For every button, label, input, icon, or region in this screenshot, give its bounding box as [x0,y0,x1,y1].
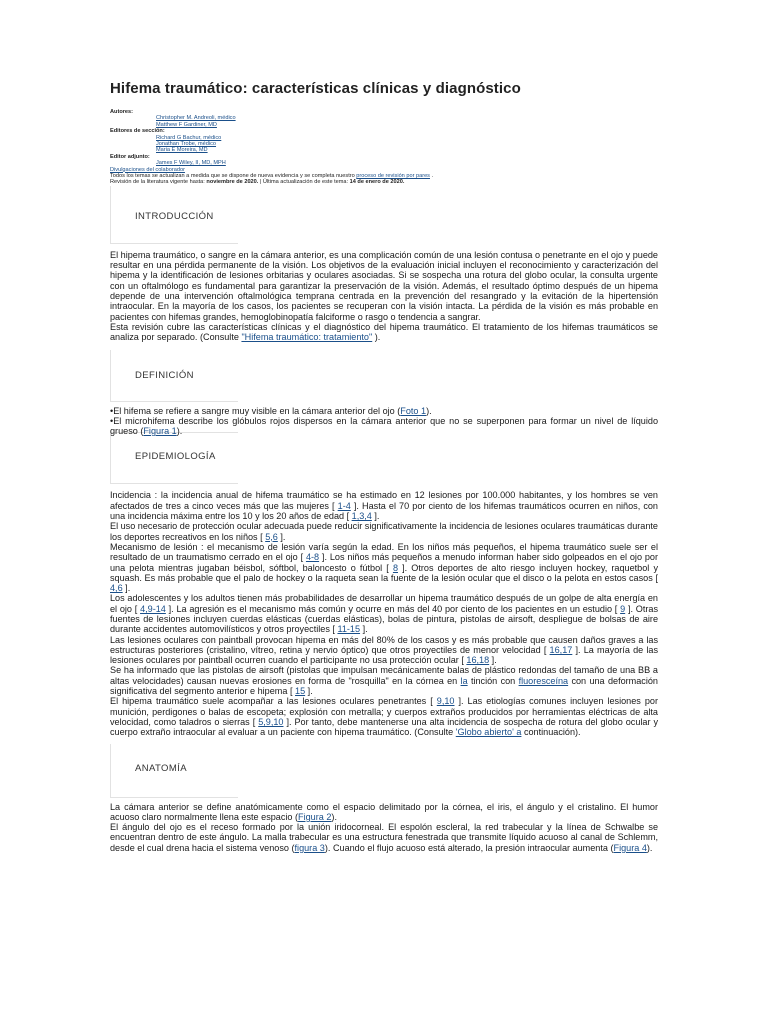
deputy-editor-link[interactable]: James F Wiley, II, MD, MPH [156,160,226,167]
ref-link[interactable]: 4-8 [305,552,320,563]
review-text: Revisión de la literatura vigente hasta: [110,179,207,186]
bullet-end: ). [426,405,432,416]
treatment-link[interactable]: "Hifema traumático: tratamiento" [241,332,373,343]
ref-link[interactable]: 16,18 [466,655,490,666]
section-heading-box [110,744,238,798]
ref-link[interactable]: 4,6 [110,583,123,594]
ref-link[interactable]: 11-15 [337,624,361,635]
peer-review-link[interactable]: proceso de revisión por pares [356,173,430,180]
intro-text-end: ). [372,332,381,343]
epi-paragraph: El hipema traumático suele acompañar a las lesiones oculares penetrantes [ 9,10 ]. Las etiologías comunes incluyen lesiones por munición, perdigones o balas de escopeta; explosión con metralla; y cuerpos extraños producidos por herramientas eléctricas de alta velocidad, como taladros o sierras [ 5,9,10 ]. Por tanto, debe mantenerse una alta incidencia de sospecha de rotura del globo ocular y cuerpo extraño intraocular al evaluar a un paciente con hipema traumático. (Consulte 'Globo abierto' a continuación). [110,696,658,738]
epi-paragraph: Mecanismo de lesión : el mecanismo de lesión varía según la edad. En los niños más pequeños, el hipema traumático suele ser el resultado de un traumatismo cerrado en el ojo [ 4-8 ]. Los niños más pequeños a menudo informan haber sido golpeados en el ojo por una pelota mientras jugaban béisbol, sóftbol, baloncesto o fútbol [ 8 ]. Otros deportes de alto riesgo incluyen hockey, raquetbol y squash. Es más probable que el palo de hockey o la raqueta sean la fuente de la lesión ocular que el disco o la pelota en estos casos [ 4,6 ]. [110,541,658,594]
anat-paragraph: La cámara anterior se define anatómicamente como el espacio delimitado por la córnea, el iris, el ángulo y el cristalino. El humor acuoso claro normalmente llena este espacio (Figura 2). [110,801,658,822]
editor-link[interactable]: Richard G Bachur, médico [156,134,222,141]
authors-label: Autores: [110,109,133,115]
bullet-end: ). [176,426,183,437]
section-heading-box [110,186,238,244]
ref-link[interactable]: 1,3,4 [351,511,372,522]
ref-link[interactable]: 15 [295,686,306,697]
section-heading-box [110,350,238,402]
anat-paragraph: El ángulo del ojo es el receso formado por la unión iridocorneal. El espolón escleral, la red trabecular y la línea de Schwalbe se encuentran dentro de este ángulo. La malla trabecular es una estructura fenestrada que transmite líquido acuoso al canal de Schlemm, desde el cual drena hacia el sistema venoso (figura 3). Cuando el flujo acuoso está alterado, la presión intraocular aumenta (Figura 4). [110,822,658,853]
epi-paragraph: Los adolescentes y los adultos tienen más probabilidades de desarrollar un hipema traumático después de un golpe de alta energía en el ojo [ 4,9-14 ]. La agresión es el mecanismo más común y ocurre en más del 40 por ciento de los pacientes en un estudio [ 9 ]. Otras fuentes de lesiones incluyen cuerdas elásticas (cuerdas elásticas), bolas de pintura, pistolas de airsoft, despliegue de bolsas de aire durante accidentes automovilísticos y otros proyectiles [ 11-15 ]. [110,593,659,635]
epi-paragraph: Incidencia : la incidencia anual de hifema traumático se ha estimado en 12 lesiones por 100.000 habitantes, y los hombres se ven afectados de tres a cinco veces más que las mujeres [ 1-4 ]. Hasta el 70 por ciento de los hifemas traumáticos ocurren en niños, con una incidencia máxima entre los 10 y los 20 años de edad [ 1,3,4 ]. [110,490,658,522]
epi-paragraph: El uso necesario de protección ocular adecuada puede reducir significativamente la incidencia de lesiones oculares traumáticas durante los deportes recreativos en los niños [ 5,6 ]. [110,521,658,542]
section-heading-anatomia: ANATOMÍA [135,762,187,774]
ref-link[interactable]: 5,6 [265,531,278,542]
ref-link[interactable]: 4,9-14 [140,603,166,614]
bullet-text: El hifema se refiere a sangre muy visible en la cámara anterior del ojo ( [113,405,401,416]
article [110,80,658,853]
review-date: noviembre de 2020. [206,179,259,186]
fluoresceina-link[interactable]: fluoresceína [518,675,569,686]
list-item: •El microhifema describe los glóbulos rojos dispersos en la cámara anterior que no se superponen para formar un nivel de líquido grueso (Figura 1). [110,415,658,437]
epi-paragraph: Se ha informado que las pistolas de airsoft (pistolas que impulsan mecánicamente balas de plástico redondas del tamaño de una BB a altas velocidades) causan nuevas erosiones en forma de "rosquilla" en la córnea en la tinción con fluoresceína con una deformación significativa del segmento anterior e hipema [ 15 ]. [110,665,658,697]
section-editors-label: Editores de sección: [110,128,165,135]
last-update-text: | Última actualización de este tema: [258,179,350,186]
page-title: Hifema traumático: características clínicas y diagnóstico [110,80,521,97]
epi-paragraph: Las lesiones oculares con paintball provocan hipema en más del 80% de los casos y es más probable que causen daños graves a las estructuras posteriores (cristalino, vítreo, retina y nervio óptico) que otros proyectiles de menor velocidad [ 16,17 ]. La mayoría de las lesiones oculares por paintball ocurren cuando el participante no usa protección ocular [ 16,18 ]. [110,634,659,666]
figure-1-link[interactable]: Figura 1 [143,426,177,437]
figure-4-link[interactable]: Figura 4 [613,842,647,853]
author-link[interactable]: Christopher M. Andreoli, médico [156,115,236,122]
article-meta: Autores: Christopher M. Andreoli, médico Matthew F Gardiner, MD Editores de sección: Richard G Bachur, médico Jonathan Trobe, médico Maria E Moreira, MD Editor adjunto: James F Wiley, II, MD, MPH Divulgaciones del colaborador Todos los temas se actualizan a medida que se dispone de nueva evidencia y se completa nuestro proceso de revisión por pares . Revisión de la literatura vigente hasta: noviembre de 2020. | Última actualización de este tema: 14 de enero de 2020. [110,109,658,186]
figure-3-link[interactable]: figura 3 [294,842,325,853]
globo-abierto-link[interactable]: 'Globo abierto' a [455,727,522,738]
photo-1-link[interactable]: Foto 1 [400,405,427,416]
ref-link[interactable]: 1-4 [337,500,351,511]
ref-link[interactable]: 5,9,10 [258,716,284,727]
editor-link[interactable]: Jonathan Trobe, médico [156,141,217,148]
author-link[interactable]: Matthew F Gardiner, MD [156,121,217,128]
ref-link[interactable]: 9 [620,603,626,614]
figure-2-link[interactable]: Figura 2 [298,811,332,822]
bullet-text: El microhifema describe los glóbulos rojos dispersos en la cámara anterior que no se superponen para formar un nivel de líquido grueso ( [110,415,658,437]
section-heading-epidemiologia: EPIDEMIOLOGÍA [135,451,216,463]
editor-link[interactable]: Maria E Moreira, MD [156,147,208,154]
section-heading-box [110,432,238,484]
section-heading-definicion: DEFINICIÓN [135,369,194,381]
disclosures-link[interactable]: Divulgaciones del colaborador [110,166,185,173]
last-update-date: 14 de enero de 2020. [349,179,405,186]
deputy-editor-label: Editor adjunto: [110,153,150,160]
intro-paragraph: El hipema traumático, o sangre en la cámara anterior, es una complicación común de una lesión contusa o penetrante en el ojo y puede resultar en una pérdida permanente de la visión. Los objetivos de la evaluación inicial incluyen el reconocimiento y caracterización del hipema y la identificación de lesiones orbitarias y oculares asociadas. Si se sospecha una rotura del globo ocular, la consulta urgente con un oftalmólogo es fundamental para garantizar la preservación de la visión. Además, el resultado óptimo después de un hipema depende de una intervención oftalmológica temprana centrada en la prevención del resangrado y la evitación de la hipertensión intraocular. En la mayoría de los casos, los pacientes se recuperan con la visión intacta. La pérdida de la visión es más probable en pacientes con hifemas grandes, hemoglobinopatía falciforme o rasgo o tendencia a sangrar. [110,249,658,322]
intro-paragraph-2 [110,322,658,343]
update-text: Todos los temas se actualizan a medida que se dispone de nueva evidencia y se completa nuestro [110,173,357,180]
ref-link[interactable]: 9,10 [436,696,455,707]
ref-link[interactable]: 16,17 [549,644,573,655]
section-heading-introduccion: INTRODUCCIÓN [135,210,214,222]
list-item: •El hifema se refiere a sangre muy visible en la cámara anterior del ojo (Foto 1). [110,405,432,416]
ref-link[interactable]: 8 [392,562,398,573]
intro-text: Esta revisión cubre las características clínicas y el diagnóstico del hipema traumático. El tratamiento de los hifemas traumáticos se analiza por separado. (Consulte [110,321,658,343]
ref-link[interactable]: la [460,675,468,686]
